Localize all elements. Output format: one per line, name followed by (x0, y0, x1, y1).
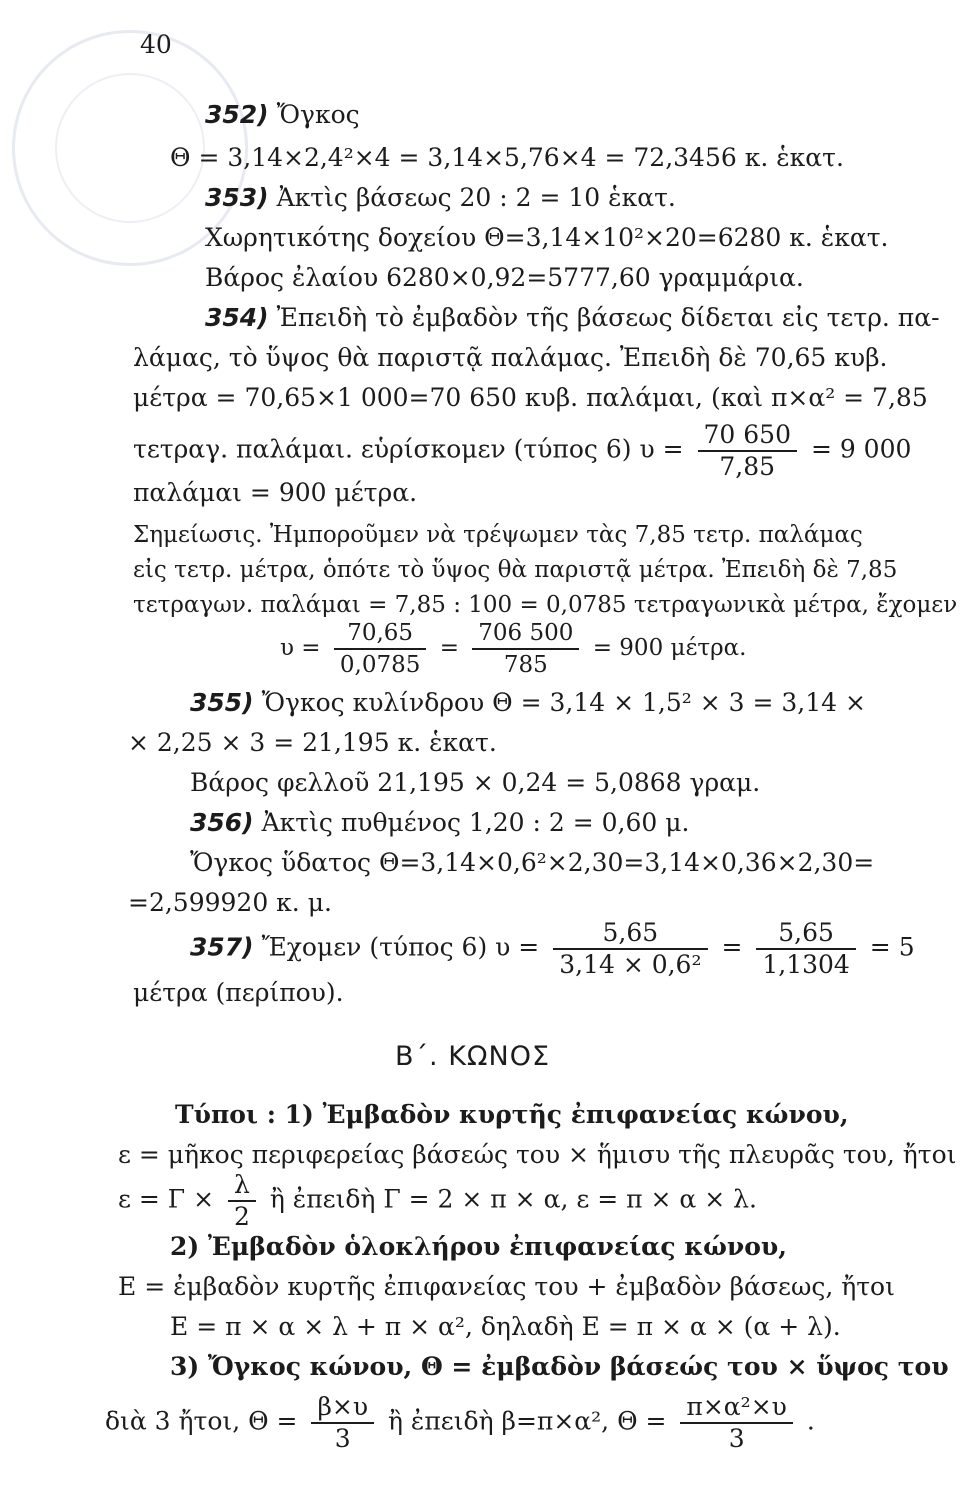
note-frac1-num: 70,65 (347, 620, 414, 646)
problem-353-line3: Βάρος ἐλαίου 6280×0,92=5777,60 γραμμάρια. (205, 263, 804, 292)
type-3-mid: ἢ ἐπειδὴ β=π×α², Θ = (388, 1406, 667, 1436)
type-3-frac1-den: 3 (311, 1422, 374, 1454)
problem-353-text1: Ἀκτὶς βάσεως 20 : 2 = 10 ἑκατ. (276, 183, 676, 212)
type-2-line3: Ε = π × α × λ + π × α², δηλαδὴ Ε = π × α × (α + λ). (170, 1312, 841, 1341)
type-3-frac1-num: β×υ (317, 1392, 369, 1421)
type-1-frac-num: λ (234, 1170, 250, 1199)
type-1-fraction (228, 1170, 256, 1232)
section-title: Β΄. ΚΩΝΟΣ (395, 1041, 551, 1072)
type-1-heading: Τύποι : 1) Ἐμβαδὸν κυρτῆς ἐπιφανείας κώνου, (175, 1100, 849, 1129)
type-1-line2: ε = μῆκος περιφερείας βάσεώς του × ἥμισυ τῆς πλευρᾶς του, ἤτοι (118, 1140, 957, 1169)
problem-357-label: 357) (190, 932, 254, 962)
problem-356-line1 (190, 808, 689, 838)
problem-352-formula: Θ = 3,14×2,4²×4 = 3,14×5,76×4 = 72,3456 κ. ἑκατ. (170, 143, 844, 172)
problem-357-fraction-2 (756, 918, 855, 980)
problem-357-frac2-den: 1,1304 (756, 948, 855, 980)
problem-354-label: 354) (205, 303, 269, 332)
problem-353-line2: Χωρητικότης δοχείου Θ=3,14×10²×20=6280 κ. ἑκατ. (205, 223, 889, 252)
type-3-fraction-1 (311, 1392, 374, 1454)
problem-354-line2: λάμας, τὸ ὕψος θὰ παριστᾷ παλάμας. Ἐπειδὴ δὲ 70,65 κυβ. (133, 343, 888, 372)
problem-354-line5: παλάμαι = 900 μέτρα. (133, 478, 418, 507)
problem-357-frac2-num: 5,65 (778, 918, 834, 947)
note-line1: Σημείωσις. Ἠμποροῦμεν νὰ τρέψωμεν τὰς 7,85 τετρ. παλάμας (133, 522, 863, 548)
type-1-eq-post: ἢ ἐπειδὴ Γ = 2 × π × α, ε = π × α × λ. (269, 1184, 757, 1214)
type-3-post: . (806, 1406, 815, 1436)
problem-354-line4 (133, 420, 911, 482)
problem-357-frac1-num: 5,65 (602, 918, 659, 947)
problem-356-label: 356) (190, 808, 254, 837)
note-eq-mid: = (439, 635, 459, 661)
problem-353-line1 (205, 183, 676, 213)
note-eq-pre: υ = (280, 635, 321, 661)
note-fraction-1 (334, 618, 426, 680)
problem-357-fraction-1 (553, 918, 707, 980)
problem-357-post: = 5 (869, 932, 915, 962)
problem-352-title: Ὄγκος (276, 100, 360, 129)
problem-355-line1 (190, 688, 866, 718)
problem-357-line2: μέτρα (περίπου). (133, 978, 344, 1007)
problem-354-frac-num: 70 650 (703, 420, 791, 449)
problem-355-label: 355) (190, 688, 254, 717)
problem-354-text1: Ἐπειδὴ τὸ ἐμβαδὸν τῆς βάσεως δίδεται εἰς τετρ. πα- (276, 303, 940, 332)
note-fraction-2 (472, 618, 579, 680)
problem-354-line4-post: = 9 000 (810, 434, 912, 464)
type-2-heading: 2) Ἐμβαδὸν ὁλοκλήρου ἐπιφανείας κώνου, (170, 1232, 787, 1261)
problem-352-label: 352) (205, 100, 269, 129)
type-3-equation (105, 1392, 815, 1454)
problem-356-line3: =2,599920 κ. μ. (128, 888, 332, 917)
note-frac2-den: 785 (472, 648, 579, 680)
problem-352-heading (205, 100, 360, 130)
type-1-frac-den: 2 (228, 1200, 256, 1232)
note-eq-post: = 900 μέτρα. (592, 635, 747, 661)
problem-354-line4-pre: τετραγ. παλάμαι. εὑρίσκομεν (τύπος 6) υ = (133, 434, 684, 464)
problem-357-pre: Ἔχομεν (τύπος 6) υ = (261, 932, 540, 962)
problem-354-line3: μέτρα = 70,65×1 000=70 650 κυβ. παλάμαι, (καὶ π×α² = 7,85 (133, 383, 928, 412)
note-equation (280, 618, 746, 680)
problem-356-text1: Ἀκτὶς πυθμένος 1,20 : 2 = 0,60 μ. (261, 808, 690, 837)
type-3-fraction-2 (680, 1392, 792, 1454)
type-2-line2: Ε = ἐμβαδὸν κυρτῆς ἐπιφανείας του + ἐμβαδὸν βάσεως, ἤτοι (118, 1272, 895, 1301)
problem-355-line3: Βάρος φελλοῦ 21,195 × 0,24 = 5,0868 γραμ. (190, 768, 761, 797)
problem-353-label: 353) (205, 183, 269, 212)
problem-354-frac-den: 7,85 (698, 450, 797, 482)
type-3-frac2-den: 3 (680, 1422, 792, 1454)
note-line3: τετραγων. παλάμαι = 7,85 : 100 = 0,0785 τετραγωνικὰ μέτρα, ἔχομεν (133, 592, 958, 618)
problem-356-line2: Ὄγκος ὕδατος Θ=3,14×0,6²×2,30=3,14×0,36×2,30= (190, 848, 875, 877)
problem-357-frac1-den: 3,14 × 0,6² (553, 948, 707, 980)
note-frac2-num: 706 500 (478, 620, 574, 646)
problem-354-line1 (205, 303, 940, 333)
type-3-pre: διὰ 3 ἤτοι, Θ = (105, 1406, 298, 1436)
problem-354-fraction (698, 420, 797, 482)
problem-357-line1 (190, 918, 915, 980)
problem-357-mid: = (721, 932, 743, 962)
type-1-equation (118, 1170, 757, 1232)
note-frac1-den: 0,0785 (334, 648, 426, 680)
type-3-frac2-num: π×α²×υ (686, 1392, 787, 1421)
type-3-heading: 3) Ὄγκος κώνου, Θ = ἐμβαδὸν βάσεώς του × ὕψος του (170, 1352, 949, 1381)
page-number: 40 (140, 30, 172, 59)
problem-355-text1: Ὄγκος κυλίνδρου Θ = 3,14 × 1,5² × 3 = 3,14 × (261, 688, 866, 717)
type-1-eq-pre: ε = Γ × (118, 1184, 215, 1214)
problem-355-line2: × 2,25 × 3 = 21,195 κ. ἑκατ. (128, 728, 497, 757)
note-line2: εἰς τετρ. μέτρα, ὁπότε τὸ ὕψος θὰ παριστᾷ μέτρα. Ἐπειδὴ δὲ 7,85 (133, 557, 898, 583)
